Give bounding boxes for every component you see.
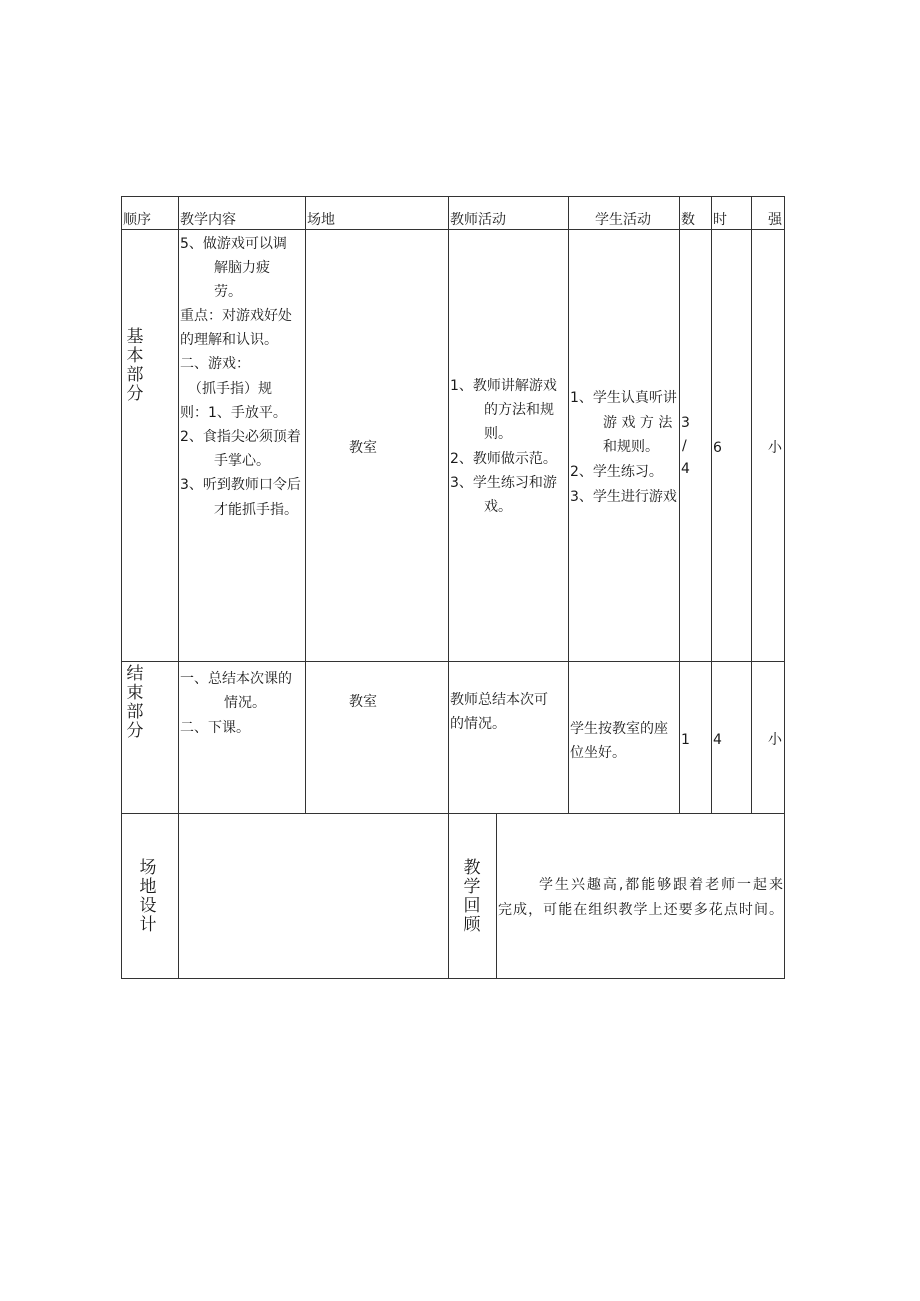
- basic-section-char: 分: [126, 384, 144, 404]
- table-border-left: [121, 196, 122, 979]
- review-text-line: 完成，可能在组织教学上还要多花点时间。: [498, 902, 783, 918]
- col-divider-student: [679, 196, 680, 814]
- basic-content-line: （抓手指）规: [188, 381, 272, 397]
- venue-design-char: 计: [139, 915, 157, 935]
- basic-teacher-line: 的方法和规: [484, 402, 554, 418]
- ending-section-char: 分: [126, 721, 144, 741]
- basic-section-label: [125, 328, 145, 404]
- basic-count-char: 3: [681, 415, 690, 431]
- basic-row-divider: [121, 661, 785, 662]
- basic-section-char: 部: [126, 365, 144, 385]
- basic-teacher-line: 1、教师讲解游戏: [450, 378, 557, 394]
- table-border-bottom: [121, 978, 785, 979]
- basic-student-line: 和规则。: [603, 439, 659, 455]
- basic-count-char: 4: [681, 461, 690, 477]
- ending-venue: 教室: [349, 694, 377, 710]
- ending-student-line: 学生按教室的座: [570, 721, 668, 737]
- col-divider-review: [496, 813, 497, 979]
- basic-venue: 教室: [349, 440, 377, 456]
- venue-design-char: 地: [139, 877, 157, 897]
- ending-section-label: [125, 665, 145, 741]
- ending-teacher-line: 的情况。: [450, 716, 506, 732]
- basic-section-char: 本: [126, 346, 144, 366]
- col-divider-count: [711, 196, 712, 814]
- basic-content-line: 劳。: [214, 284, 242, 300]
- col-divider-teacher: [568, 196, 569, 814]
- teaching-review-label: [462, 859, 482, 935]
- venue-design-char: 场: [139, 858, 157, 878]
- header-time: 时: [713, 212, 727, 228]
- ending-section-char: 结: [126, 664, 144, 684]
- basic-content-line: 2、食指尖必须顶着: [180, 429, 301, 445]
- ending-content-line: 情况。: [224, 695, 266, 711]
- basic-content-line: 3、听到教师口令后: [180, 477, 301, 493]
- ending-content-line: 二、下课。: [180, 720, 250, 736]
- venue-design-char: 设: [139, 896, 157, 916]
- basic-teacher-line: 3、学生练习和游: [450, 475, 557, 491]
- ending-intensity: 小: [768, 732, 782, 748]
- basic-student-line: 3、学生进行游戏: [570, 489, 677, 505]
- basic-content-line: 的理解和认识。: [180, 332, 278, 348]
- ending-student-line: 位坐好。: [570, 745, 626, 761]
- basic-time: 6: [713, 440, 722, 456]
- teaching-review-char: 回: [463, 896, 481, 916]
- ending-time: 4: [713, 732, 722, 748]
- basic-intensity: 小: [768, 440, 782, 456]
- header-venue: 场地: [307, 212, 335, 228]
- col-divider-venue: [448, 196, 449, 979]
- basic-content-line: 解脑力疲: [214, 260, 270, 276]
- venue-design-area: [179, 814, 448, 978]
- basic-content-line: 二、游戏：: [180, 356, 250, 372]
- header-content: 教学内容: [180, 212, 236, 228]
- basic-content-line: 才能抓手指。: [214, 502, 298, 518]
- basic-content-line: 5、做游戏可以调: [180, 236, 287, 252]
- col-divider-time: [751, 196, 752, 814]
- basic-section-char: 基: [126, 327, 144, 347]
- basic-teacher-line: 则。: [484, 426, 512, 442]
- basic-student-line: 1、学生认真听讲: [570, 390, 677, 406]
- table-border-right: [784, 196, 785, 979]
- basic-student-line: 游 戏 方 法: [603, 415, 673, 431]
- header-order: 顺序: [123, 212, 151, 228]
- table-border-top: [121, 196, 785, 197]
- col-divider-content: [305, 196, 306, 814]
- teaching-review-char: 教: [463, 858, 481, 878]
- header-teacher: 教师活动: [450, 212, 506, 228]
- teaching-review-char: 学: [463, 877, 481, 897]
- header-row-divider: [121, 229, 785, 230]
- ending-section-char: 束: [126, 683, 144, 703]
- basic-teacher-line: 2、教师做示范。: [450, 451, 557, 467]
- basic-student-line: 2、学生练习。: [570, 464, 663, 480]
- basic-content-line: 手掌心。: [214, 453, 270, 469]
- ending-count: 1: [681, 732, 690, 748]
- basic-count-char: /: [682, 438, 687, 454]
- ending-section-char: 部: [126, 702, 144, 722]
- basic-content-line: 重点：对游戏好处: [180, 308, 292, 324]
- ending-content-line: 一、总结本次课的: [180, 671, 292, 687]
- ending-teacher-line: 教师总结本次可: [450, 692, 548, 708]
- header-student: 学生活动: [595, 212, 651, 228]
- review-text-line: 学生兴趣高,都能够跟着老师一起来: [539, 877, 783, 893]
- header-count: 数: [681, 212, 695, 228]
- basic-teacher-line: 戏。: [484, 499, 512, 515]
- basic-content-line: 则：1、手放平。: [180, 405, 287, 421]
- header-intensity: 强: [768, 212, 782, 228]
- venue-design-label: [138, 859, 158, 935]
- teaching-review-char: 顾: [463, 915, 481, 935]
